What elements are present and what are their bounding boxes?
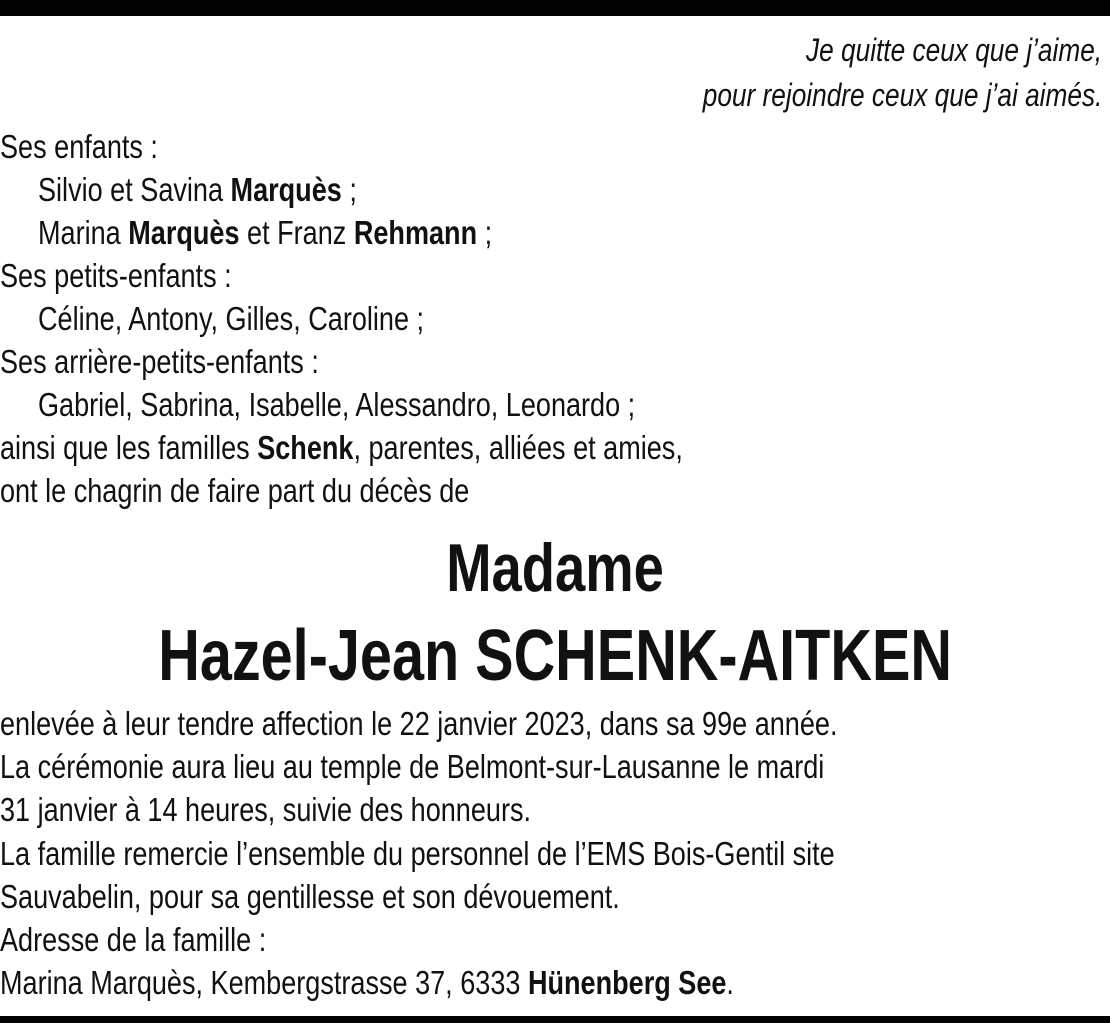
children-heading: Ses enfants :	[0, 128, 158, 165]
families-name: Schenk	[257, 429, 354, 466]
address-end: .	[726, 964, 734, 1001]
child1-surname: Marquès	[230, 171, 342, 208]
grandchildren-heading: Ses petits-enfants :	[0, 257, 232, 294]
child1-first-names: Silvio et Savina	[38, 171, 231, 208]
grandchildren-names: Céline, Antony, Gilles, Caroline ;	[38, 300, 425, 337]
epigraph-line-2: pour rejoindre ceux que j’ai aimés.	[702, 77, 1102, 113]
deceased-title-text: Madame	[446, 530, 664, 606]
bottom-border-rule	[0, 1016, 1110, 1023]
child2-end: ;	[477, 214, 493, 251]
deceased-title	[0, 528, 1110, 608]
child-line-2	[38, 213, 492, 253]
announcement-line: ont le chagrin de faire part du décès de	[0, 472, 470, 509]
epigraph-line-1: Je quitte ceux que j’aime,	[805, 32, 1102, 68]
address-heading: Adresse de la famille :	[0, 921, 267, 958]
families-pre: ainsi que les familles	[0, 429, 258, 466]
families-line	[0, 428, 683, 468]
deceased-name-text: Hazel-Jean SCHENK-AITKEN	[158, 616, 952, 696]
child2-mid: et Franz	[239, 214, 354, 251]
child1-end: ;	[341, 171, 357, 208]
deceased-name	[0, 614, 1110, 698]
child2-partner-surname: Rehmann	[353, 214, 478, 251]
child-line-1	[38, 170, 357, 210]
details-line-3: 31 janvier à 14 heures, suivie des honneurs.	[0, 791, 532, 828]
details-line-5: Sauvabelin, pour sa gentillesse et son dévouement.	[0, 878, 620, 915]
child2-first-name: Marina	[38, 214, 129, 251]
details-line-2: La cérémonie aura lieu au temple de Belmont-sur-Lausanne le mardi	[0, 748, 825, 785]
great-grandchildren-heading: Ses arrière-petits-enfants :	[0, 343, 319, 380]
great-grandchildren-names: Gabriel, Sabrina, Isabelle, Alessandro, Leonardo ;	[38, 386, 636, 423]
top-border-rule	[0, 0, 1110, 16]
families-post: , parentes, alliées et amies,	[353, 429, 683, 466]
address-street: Marina Marquès, Kembergstrasse 37, 6333	[0, 964, 528, 1001]
address-line	[0, 963, 734, 1003]
child2-surname: Marquès	[128, 214, 240, 251]
details-line-4: La famille remercie l’ensemble du personnel de l’EMS Bois-Gentil site	[0, 835, 835, 872]
details-line-1: enlevée à leur tendre affection le 22 janvier 2023, dans sa 99e année.	[0, 705, 838, 742]
address-town: Hünenberg See	[527, 964, 727, 1001]
